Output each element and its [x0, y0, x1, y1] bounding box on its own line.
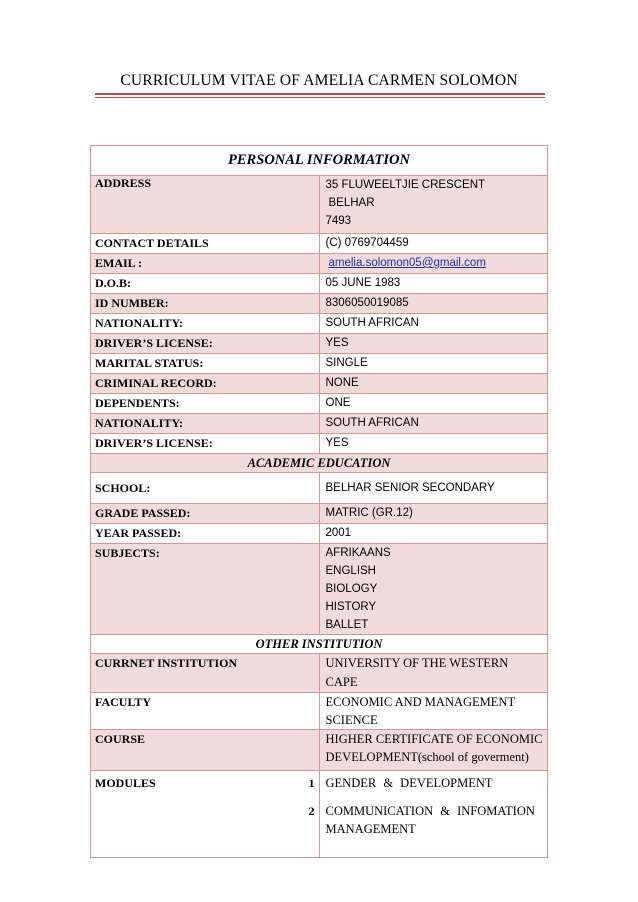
- year-passed-value: 2001: [319, 524, 548, 544]
- id-number-value: 8306050019085: [319, 294, 548, 314]
- subject-item: HISTORY: [325, 601, 377, 613]
- drivers-license-label: DRIVER’S LICENSE:: [91, 334, 320, 354]
- module-1: GENDER & DEVELOPMENT: [325, 776, 493, 790]
- nationality-2-value: SOUTH AFRICAN: [319, 414, 548, 434]
- contact-label: CONTACT DETAILS: [91, 234, 320, 254]
- nationality-label: NATIONALITY:: [91, 314, 320, 334]
- title-underline-thin: [95, 97, 545, 98]
- address-label: ADDRESS: [91, 176, 320, 234]
- marital-status-value: SINGLE: [319, 354, 548, 374]
- contact-value: (C) 0769704459: [319, 234, 548, 254]
- faculty-line-1: ECONOMIC AND MANAGEMENT: [325, 695, 516, 709]
- address-value: [319, 176, 548, 234]
- section-other-institution: OTHER INSTITUTION: [91, 635, 548, 654]
- faculty-label: FACULTY: [91, 693, 320, 730]
- module-2-line-2: MANAGEMENT: [325, 822, 416, 836]
- school-label: SCHOOL:: [91, 473, 320, 504]
- faculty-line-2: SCIENCE: [325, 713, 378, 727]
- dob-value: 05 JUNE 1983: [319, 274, 548, 294]
- nationality-2-label: NATIONALITY:: [91, 414, 320, 434]
- grade-passed-label: GRADE PASSED:: [91, 504, 320, 524]
- modules-value: [319, 771, 548, 858]
- address-line-1: 35 FLUWEELTJIE CRESCENT: [325, 179, 486, 191]
- course-value: [319, 730, 548, 771]
- email-link[interactable]: amelia.solomon05@gmail.com: [328, 257, 486, 269]
- marital-status-label: MARITAL STATUS:: [91, 354, 320, 374]
- criminal-record-value: NONE: [319, 374, 548, 394]
- section-personal-information: PERSONAL INFORMATION: [91, 146, 548, 176]
- section-academic-education: ACADEMIC EDUCATION: [91, 454, 548, 473]
- module-2-line-1: COMMUNICATION & INFOMATION: [325, 804, 535, 818]
- subject-item: BALLET: [325, 619, 369, 631]
- nationality-value: SOUTH AFRICAN: [319, 314, 548, 334]
- modules-label: MODULES: [95, 776, 156, 790]
- course-line-1: HIGHER CERTIFICATE OF ECONOMIC: [325, 732, 543, 746]
- dependents-label: DEPENDENTS:: [91, 394, 320, 414]
- modules-row-2: [95, 799, 315, 817]
- address-line-2: BELHAR: [328, 197, 375, 209]
- drivers-license-2-label: DRIVER’S LICENSE:: [91, 434, 320, 454]
- grade-passed-value: MATRIC (GR.12): [319, 504, 548, 524]
- current-institution-value: UNIVERSITY OF THE WESTERN CAPE: [319, 654, 548, 693]
- dependents-value: ONE: [319, 394, 548, 414]
- module-2-number: 2: [308, 804, 315, 818]
- modules-row-1: [95, 771, 315, 789]
- course-line-2: DEVELOPMENT(school of goverment): [325, 750, 529, 764]
- address-line-3: 7493: [325, 215, 352, 227]
- modules-label-cell: [91, 771, 320, 858]
- module-1-number: 1: [308, 776, 315, 790]
- faculty-value: [319, 693, 548, 730]
- current-institution-label: CURRNET INSTITUTION: [91, 654, 320, 693]
- dob-label: D.O.B:: [91, 274, 320, 294]
- school-value: BELHAR SENIOR SECONDARY: [319, 473, 548, 504]
- subject-item: BIOLOGY: [325, 583, 378, 595]
- email-label: EMAIL :: [91, 254, 320, 274]
- title-underline: [95, 93, 545, 95]
- subject-item: ENGLISH: [325, 565, 376, 577]
- id-number-label: ID NUMBER:: [91, 294, 320, 314]
- drivers-license-value: YES: [319, 334, 548, 354]
- year-passed-label: YEAR PASSED:: [91, 524, 320, 544]
- document-title: CURRICULUM VITAE OF AMELIA CARMEN SOLOMON: [120, 72, 518, 89]
- subject-item: AFRIKAANS: [325, 547, 391, 559]
- course-label: COURSE: [91, 730, 320, 771]
- criminal-record-label: CRIMINAL RECORD:: [91, 374, 320, 394]
- drivers-license-2-value: YES: [319, 434, 548, 454]
- subjects-label: SUBJECTS:: [91, 544, 320, 635]
- subjects-list: [319, 544, 548, 635]
- cv-table: [90, 145, 548, 858]
